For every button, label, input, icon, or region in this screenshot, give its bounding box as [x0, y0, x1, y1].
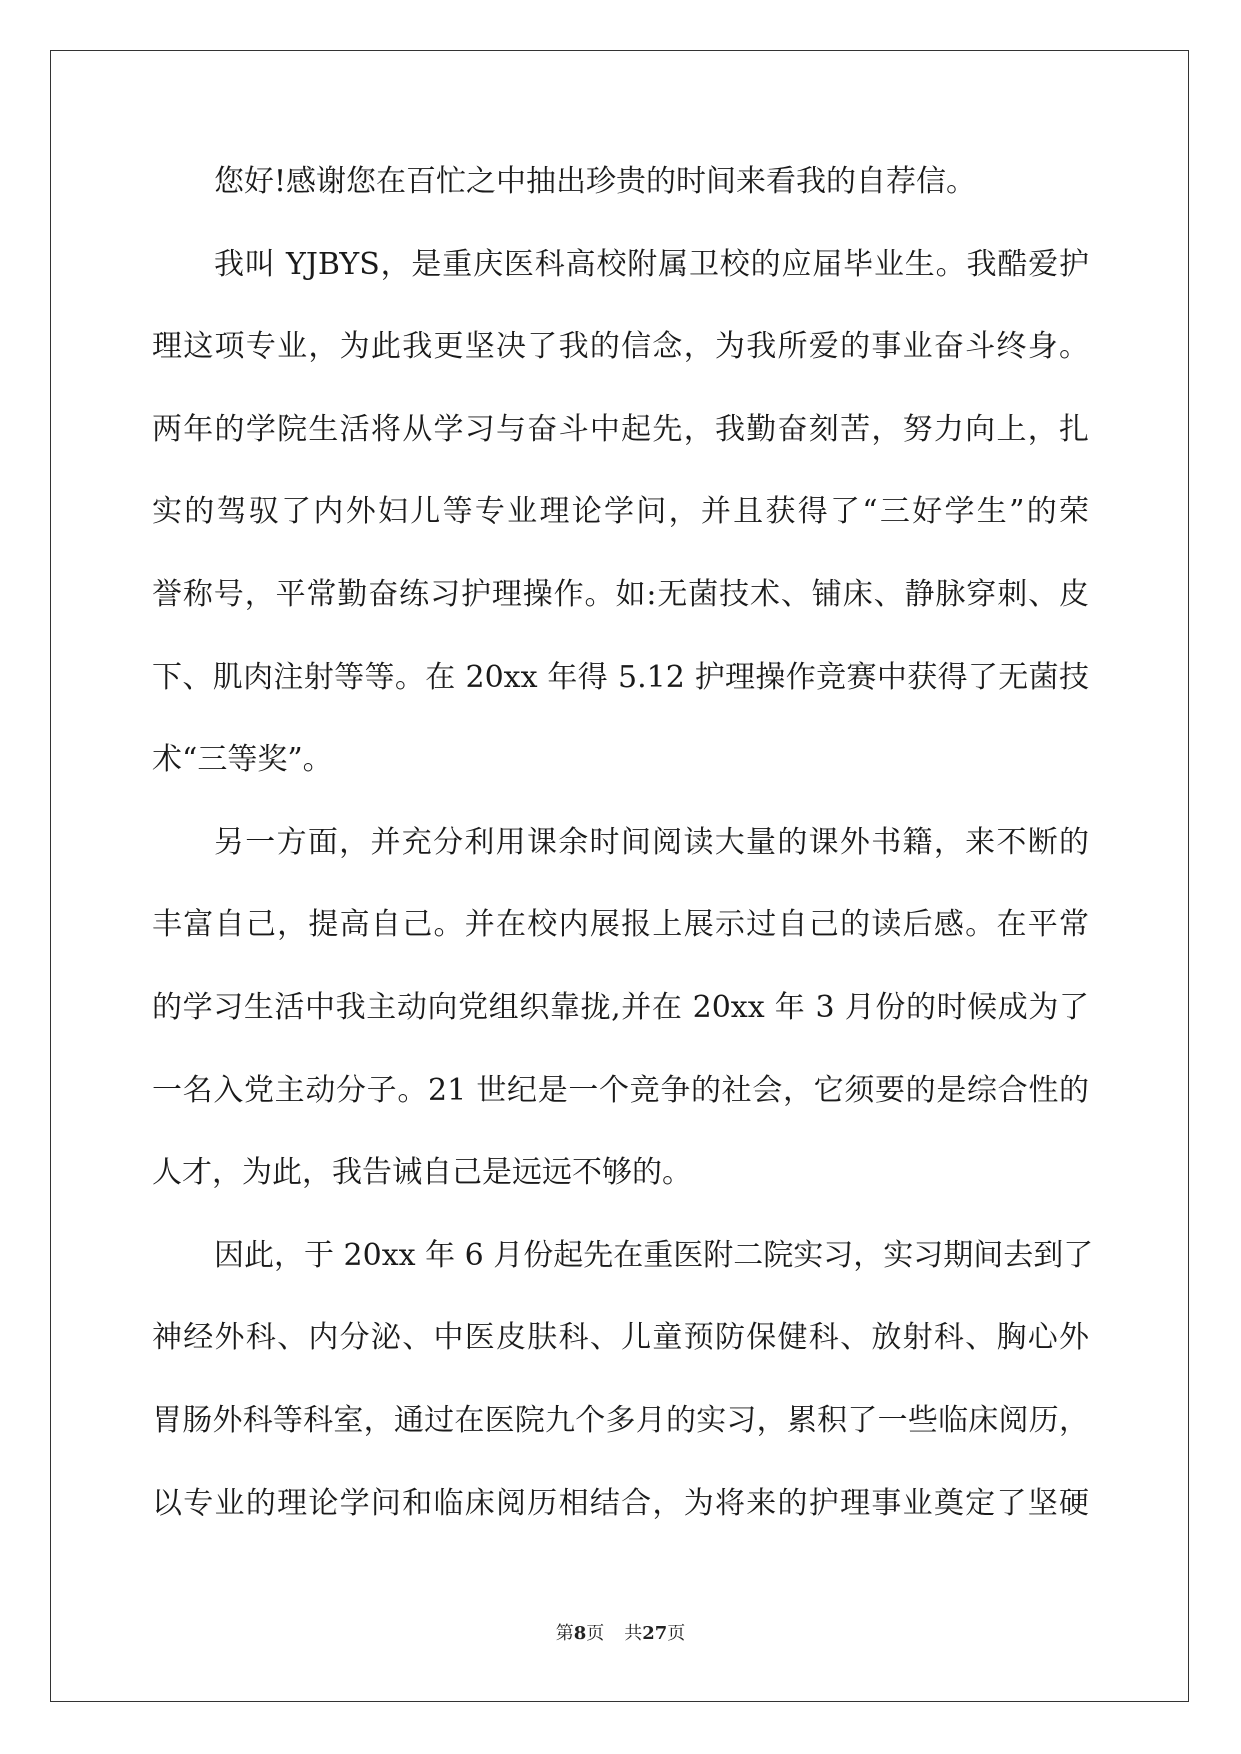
text-line: 因此，于 20xx 年 6 月份起先在重医附二院实习，实习期间去到了 [214, 1237, 1094, 1273]
text-line: 两年的学院生活将从学习与奋斗中起先，我勤奋刻苦，努力向上，扎 [152, 411, 1089, 447]
text-line: 另一方面，并充分利用课余时间阅读大量的课外书籍，来不断的 [214, 824, 1089, 860]
page-footer [0, 1622, 1241, 1646]
page-prefix: 第 [555, 1623, 574, 1644]
total-prefix: 共 [624, 1623, 643, 1644]
text-line: 神经外科、内分泌、中医皮肤科、儿童预防保健科、放射科、胸心外 [152, 1320, 1089, 1356]
page-suffix: 页 [586, 1623, 605, 1644]
text-line: 誉称号，平常勤奋练习护理操作。如:无菌技术、铺床、静脉穿刺、皮 [152, 576, 1089, 612]
document-body [152, 162, 1094, 1566]
text-line: 术“三等奖”。 [152, 742, 333, 778]
text-line: 理这项专业，为此我更坚决了我的信念，为我所爱的事业奋斗终身。 [152, 329, 1089, 365]
text-line: 我叫 YJBYS，是重庆医科高校附属卫校的应届毕业生。我酷爱护 [214, 246, 1089, 282]
total-pages: 27 [642, 1623, 668, 1644]
text-line: 下、肌肉注射等等。在 20xx 年得 5.12 护理操作竞赛中获得了无菌技 [152, 659, 1089, 695]
text-line: 一名入党主动分子。21 世纪是一个竞争的社会，它须要的是综合性的 [152, 1072, 1089, 1108]
page-number: 8 [573, 1623, 587, 1644]
text-line: 的学习生活中我主动向党组织靠拢,并在 20xx 年 3 月份的时候成为了 [152, 989, 1089, 1025]
text-line: 您好!感谢您在百忙之中抽出珍贵的时间来看我的自荐信。 [214, 164, 977, 199]
text-line: 以专业的理论学问和临床阅历相结合，为将来的护理事业奠定了坚硬 [152, 1485, 1089, 1521]
text-line: 丰富自己，提高自己。并在校内展报上展示过自己的读后感。在平常 [152, 907, 1089, 943]
text-line: 人才，为此，我告诫自己是远远不够的。 [152, 1155, 692, 1191]
text-line: 实的驾驭了内外妇儿等专业理论学问，并且获得了“三好学生”的荣 [152, 494, 1089, 530]
text-line: 胃肠外科等科室，通过在医院九个多月的实习，累积了一些临床阅历， [152, 1402, 1089, 1438]
total-suffix: 页 [667, 1623, 686, 1644]
